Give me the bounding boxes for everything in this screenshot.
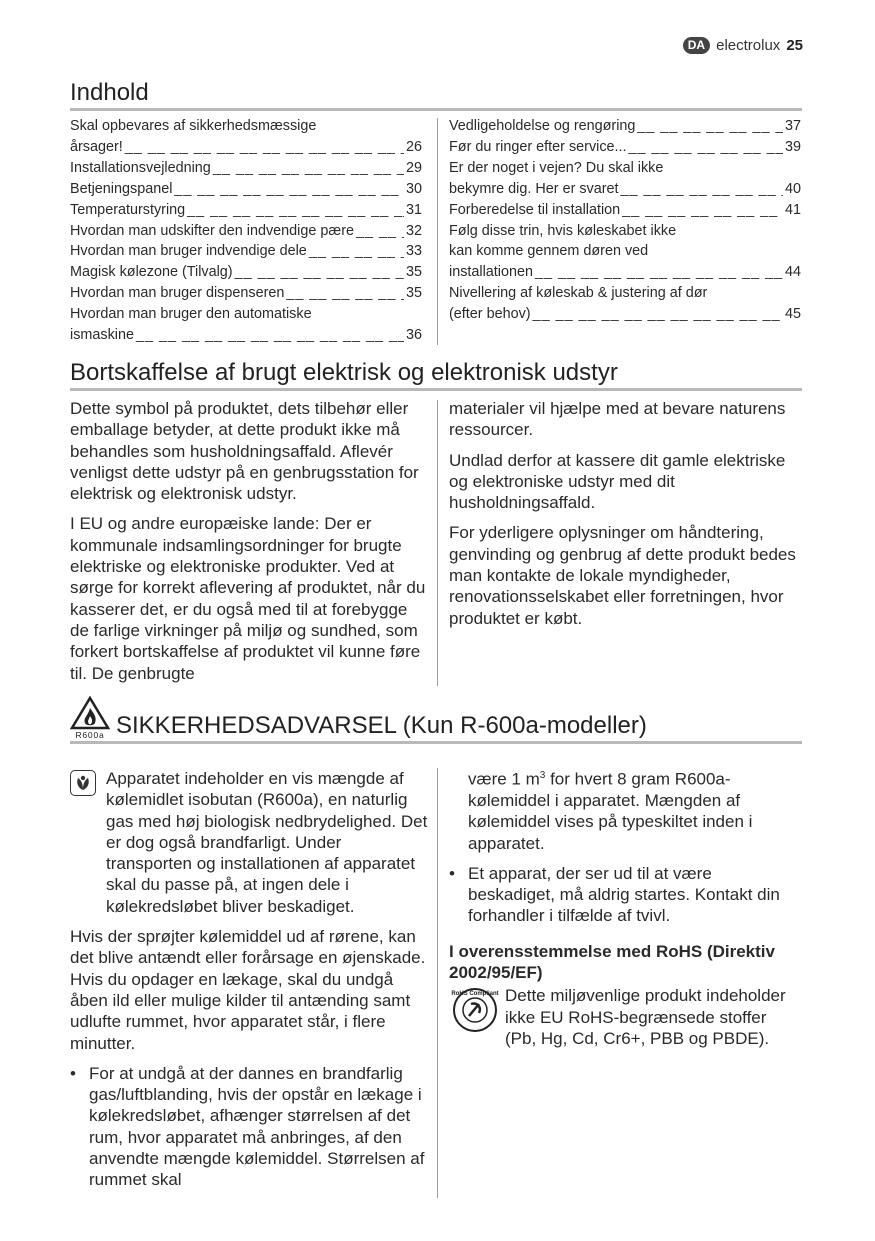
toc-entry-label: Vedligeholdelse og rengøring [449,118,636,134]
toc-entry [70,137,422,158]
toc-entry: Skal opbevares af sikkerhedsmæssige [70,118,317,134]
toc-page-number: 40 [784,180,801,197]
toc-page-number: 44 [784,264,801,281]
column-divider [437,400,438,686]
toc-leader [123,137,404,158]
disposal-paragraph: Dette symbol på produktet, dets tilbehør eller emballage betyder, at dette produkt ikke må behandles som husholdningsaffald. Aflevér venligst dette udstyr på en genbrugsstation for elektrisk og elektronisk udstyr. [70,399,419,504]
r600a-icon-label: R600a [75,730,105,740]
page-number: 25 [786,37,803,54]
rohs-paragraph [449,985,801,1049]
safety-title-bar [70,696,802,744]
column-divider [437,768,438,1198]
toc-page-number: 37 [784,118,801,134]
toc-page-number: 32 [405,222,422,239]
toc-page-number: 26 [405,138,422,155]
rohs-heading: I overensstemmelse med RoHS (Direktiv 2002/95/EF) [449,941,775,983]
column-divider [437,118,438,345]
toc-entry [70,221,422,242]
rohs-icon-label: RoHS Compliant [451,991,499,998]
toc-entry [70,158,422,179]
toc-entry [449,137,801,158]
toc-leader [619,179,783,200]
toc-page-number: 39 [784,138,801,155]
toc-page-number: 30 [405,180,422,197]
toc-leader [185,200,404,221]
toc-page-number: 45 [784,306,801,323]
toc-leader [172,179,404,200]
toc-entry [449,116,801,137]
toc-entry: Følg disse trin, hvis køleskabet ikke [449,222,677,239]
toc-entry: Hvordan man bruger den automatiske [70,306,312,323]
toc-page-number: 35 [405,285,422,302]
toc-leader [134,325,404,346]
toc-title: Indhold [70,79,802,111]
toc-entry-label: Installationsvejledning [70,159,211,176]
rohs-text: Dette miljøvenlige produkt indeholder ikke EU RoHS-begrænsede stoffer (Pb, Hg, Cd, Cr6+, PBB og PBDE). [505,986,786,1048]
toc-entry-label: Hvordan man udskifter den indvendige pære [70,222,354,239]
toc-page-number: 33 [405,243,422,260]
toc-page-number: 41 [784,201,801,218]
bullet-continuation: være 1 $m^3$ for hvert 8 gram R600a-kølemiddel i apparatet. Mængden af kølemiddel vises på typeskiltet inden i apparatet. [468,769,753,853]
disposal-title: Bortskaffelse af brugt elektrisk og elektronisk udstyr [70,359,802,391]
toc-entry-label: Hvordan man bruger indvendige dele [70,243,307,260]
toc-leader [211,158,404,179]
toc-left-column [70,116,422,346]
toc-entry-label: installationen [449,264,534,281]
toc-entry-label: Forberedelse til installation [449,201,621,218]
toc-entry [449,304,801,325]
disposal-paragraph: materialer vil hjælpe med at bevare naturens ressourcer. [449,399,786,440]
toc-entry [70,325,422,346]
bullet-text: Et apparat, der ser ud til at være beskadiget, må aldrig startes. Kontakt din forhandler i tilfælde af tvivl. [468,863,780,926]
toc-entry: kan komme gennem døren ved [449,243,649,260]
safety-paragraph: Apparatet indeholder en vis mængde af kølemidlet isobutan (R600a), en naturlig gas med høj biologisk nedbrydelighed. Det er dog også brandfarligt. Under transporten og installationen af apparatet skal du passe på, at ingen dele i kølekredsløbet bliver beskadiget. [106,769,428,916]
toc-leader [307,241,404,262]
toc-leader [284,283,404,304]
disposal-paragraph: Undlad derfor at kassere dit gamle elektriske og elektroniske udstyr med dit husholdningsaffald. [449,450,786,513]
toc-page-number: 36 [405,327,422,344]
toc-entry-label: Temperaturstyring [70,201,186,218]
safety-title: SIKKERHEDSADVARSEL (Kun R-600a-modeller) [116,712,647,739]
safety-paragraph: Hvis der sprøjter kølemiddel ud af rørene, kan det blive antændt eller forårsage en øjenskade. Hvis du opdager en lækage, skal du undgå åben ild eller mulige kilder til antænding samt udlufte rummet, hvor apparatet står, i flere minutter. [70,927,426,1053]
bullet-dot: • [449,863,455,883]
toc-entry: Nivellering af køleskab & justering af dør [449,285,708,302]
toc-entry-label: ismaskine [70,327,134,344]
safety-left-column [70,768,430,1200]
rohs-compliant-icon [449,985,501,1035]
disposal-paragraph: For yderligere oplysninger om håndtering, genvinding og genbrug af dette produkt bedes man kontakte de lokale myndigheder, renovationsselskabet eller forretningen, hvor produktet er købt. [449,523,796,628]
toc-entry [449,262,801,283]
toc-entry: Er der noget i vejen? Du skal ikke [449,159,664,176]
bullet-text: For at undgå at der dannes en brandfarlig gas/luftblanding, hvis der opstår en lækage i kølekredsløbet, afhænger størrelsen af det rum, hvor apparatet må anbringes, af den anvendte mængde kølemiddel. Størrelsen af rummet skal [89,1063,425,1190]
brand-name: electrolux [716,37,781,54]
toc-leader [354,221,404,242]
eco-paragraph [70,768,430,917]
disposal-left-column [70,398,428,693]
toc-page-number: 31 [405,201,422,218]
toc-page-number: 29 [405,159,422,176]
environment-icon [70,770,96,796]
toc-leader [233,262,404,283]
toc-entry-label: bekymre dig. Her er svaret [449,180,619,197]
safety-right-column [449,765,801,1049]
toc-page-number: 35 [405,264,422,281]
toc-entry [70,262,422,283]
disposal-paragraph: I EU og andre europæiske lande: Der er kommunale indsamlingsordninger for brugte elektriske og elektroniske produkter. Ved at sørge for korrekt aflevering af produktet, når du kasserer det, er du også med til at forebygge de farlige virkninger på miljø og sundhed, som forkert bortskaffelse af produktet vil kunne føre til. De genbrugte [70,514,426,683]
toc-leader [531,304,783,325]
toc-entry [70,283,422,304]
toc-entry-label: Før du ringer efter service... [449,138,627,155]
toc-entry-label: årsager! [70,138,123,155]
toc-leader [620,200,783,221]
safety-bullet [449,863,801,927]
toc-entry [449,179,801,200]
language-badge: DA [683,37,710,54]
toc-entry [70,179,422,200]
toc-right-column [449,116,801,325]
safety-bullet [70,1063,430,1191]
toc-entry-label: Hvordan man bruger dispenseren [70,285,285,302]
flammable-warning-icon [70,696,110,740]
toc-leader [533,262,783,283]
page-header [683,37,803,54]
toc-entry [70,200,422,221]
toc-entry-label: (efter behov) [449,306,531,323]
toc-leader [627,137,783,158]
toc-entry-label: Betjeningspanel [70,180,173,197]
toc-entry [70,241,422,262]
toc-entry-label: Magisk kølezone (Tilvalg) [70,264,233,281]
toc-leader [635,116,783,137]
disposal-right-column [449,398,801,638]
toc-entry [449,200,801,221]
bullet-dot: • [70,1063,76,1083]
